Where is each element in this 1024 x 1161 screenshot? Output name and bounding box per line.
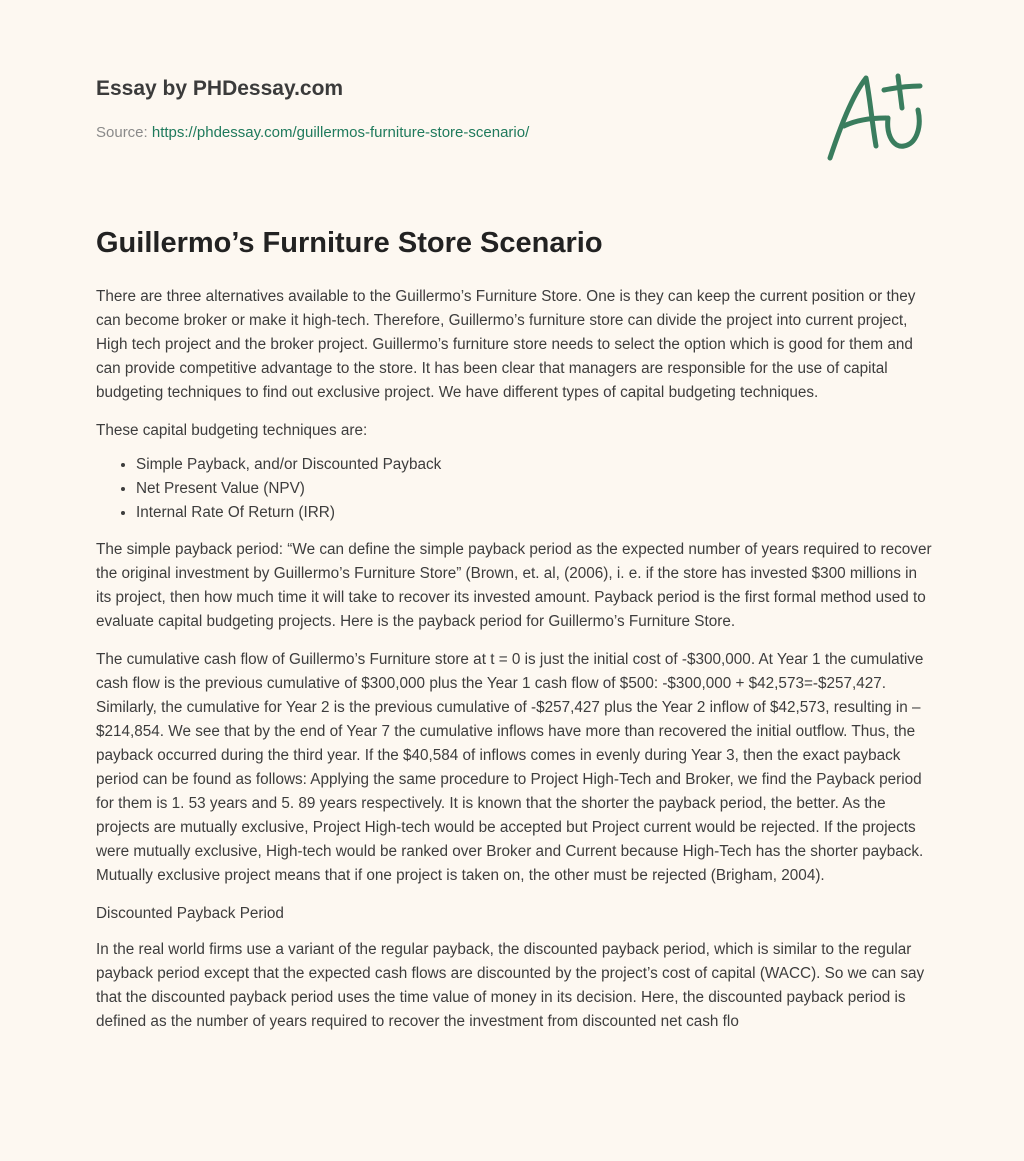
list-item: • Simple Payback, and/or Discounted Payback — [136, 453, 932, 477]
paragraph-discounted-payback: In the real world firms use a variant of the regular payback, the discounted payback period, which is similar to the regular payback period except that the expected cash flows are discounted by the project’s cost of capital (WACC). So we can say that the discounted payback period uses the time value of money in its decision. Here, the discounted payback period is defined as the number of years required to recover the investment from discounted net cash flo — [96, 941, 925, 1030]
list-item: • Internal Rate Of Return (IRR) — [136, 501, 932, 525]
paragraph-list-intro: These capital budgeting techniques are: — [96, 422, 368, 439]
paragraph-simple-payback: The simple payback period: “We can define the simple payback period as the expected number of years required to recover the original investment by Guillermo’s Furniture Store” (Brown, et. al, (2006), i. e. if the store has invested $300 millions in its project, then how much time it will take to recover its invested amount. Payback period is the first formal method used to evaluate capital budgeting projects. Here is the payback period for Guillermo’s Furniture Store. — [96, 541, 932, 630]
techniques-list — [96, 453, 932, 525]
article-title: Guillermo’s Furniture Store Scenario — [96, 227, 603, 259]
source-link[interactable]: https://phdessay.com/guillermos-furniture-store-scenario/ — [151, 124, 530, 141]
list-item: • Net Present Value (NPV) — [136, 477, 932, 501]
paragraph-intro: There are three alternatives available to the Guillermo’s Furniture Store. One is they can keep the current position or they can become broker or make it high-tech. Therefore, Guillermo’s furniture store can divide the project into current project, High tech project and the broker project. Guillermo’s furniture store needs to select the option which is good for them and can provide competitive advantage to the store. It has been clear that managers are responsible for the use of capital budgeting techniques to find out exclusive project. We have different types of capital budgeting techniques. — [96, 288, 916, 401]
article-body — [96, 285, 932, 1048]
source-line — [96, 124, 529, 141]
a-plus-logo-icon — [822, 68, 928, 164]
section-heading-discounted-payback: Discounted Payback Period — [96, 905, 284, 922]
site-brand: Essay by PHDessay.com — [96, 77, 344, 100]
paragraph-cumulative-cash-flow: The cumulative cash flow of Guillermo’s Furniture store at t = 0 is just the initial cost of -$300,000. At Year 1 the cumulative cash flow is the previous cumulative of $300,000 plus the Year 1 cash flow of $500: -$300,000 + $42,573=-$257,427. Similarly, the cumulative for Year 2 is the previous cumulative of -$257,427 plus the Year 2 inflow of $42,573, resulting in –$214,854. We see that by the end of Year 7 the cumulative inflows have more than recovered the initial outflow. Thus, the payback occurred during the third year. If the $40,584 of inflows comes in evenly during Year 3, then the exact payback period can be found as follows: Applying the same procedure to Project High-Tech and Broker, we find the Payback period for them is 1. 53 years and 5. 89 years respectively. It is known that the shorter the payback period, the better. As the projects are mutually exclusive, Project High-tech would be accepted but Project current would be rejected. If the projects were mutually exclusive, High-tech would be ranked over Broker and Current because High-Tech has the shorter payback. Mutually exclusive project means that if one project is taken on, the other must be rejected (Brigham, 2004). — [96, 651, 924, 884]
source-label: Source: — [96, 124, 152, 141]
